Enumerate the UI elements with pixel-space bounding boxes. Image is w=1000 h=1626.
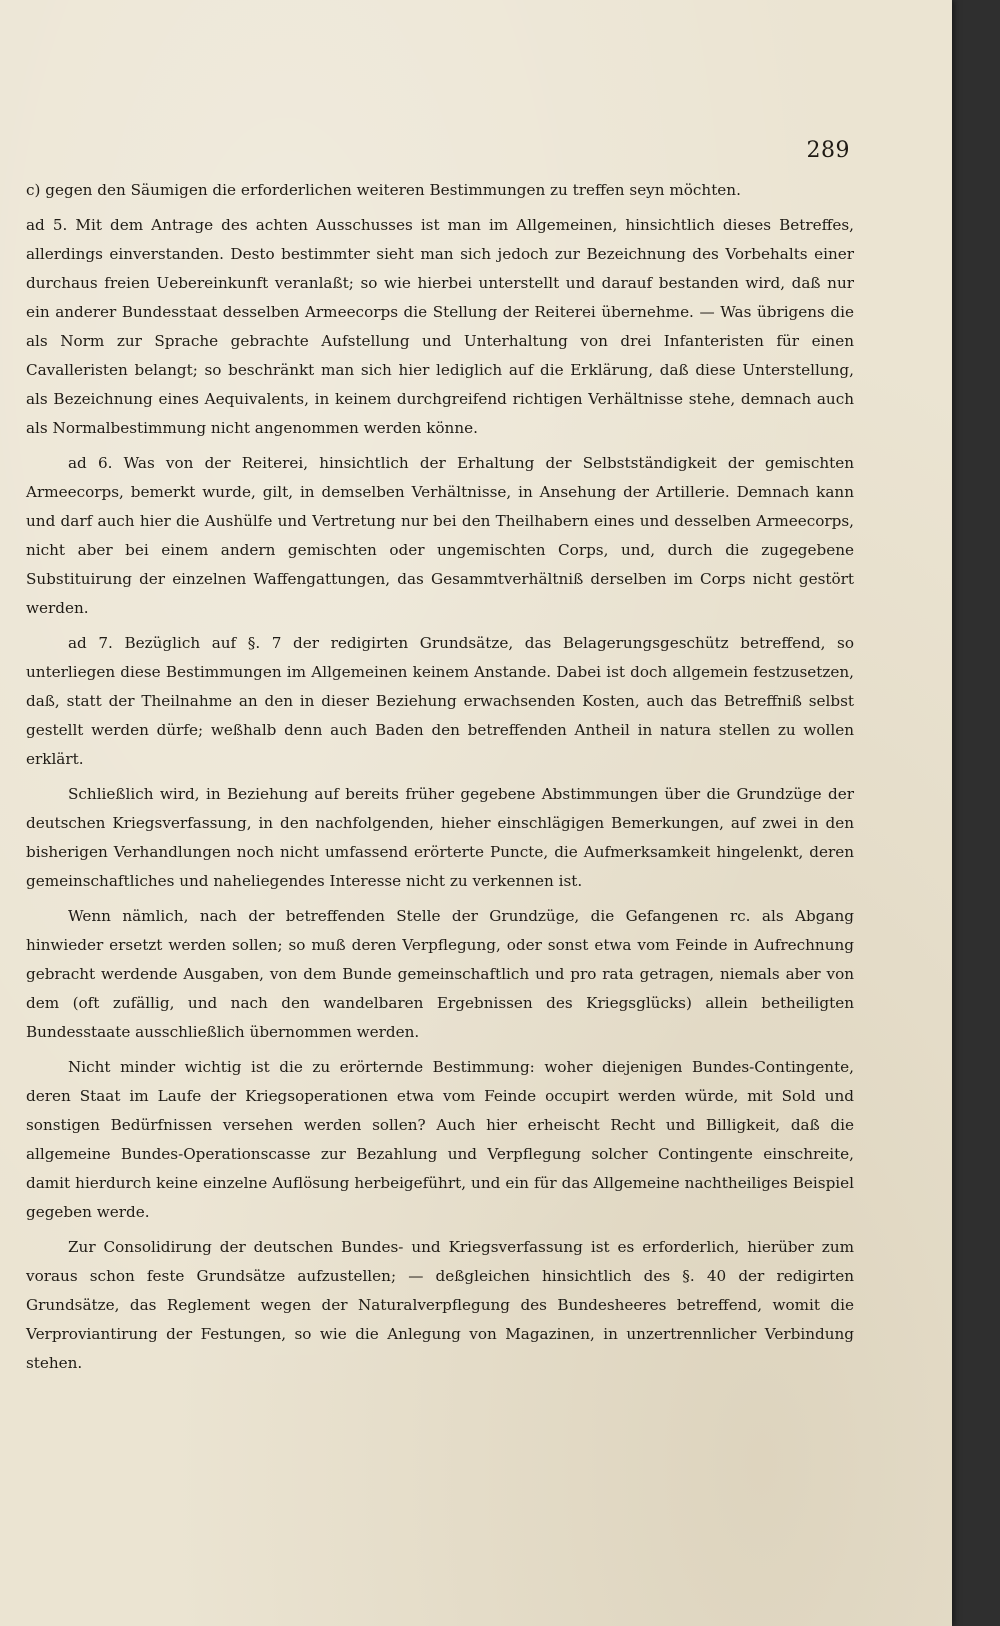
paragraph-conclusion bbox=[26, 780, 854, 896]
paragraph-text: Wenn nämlich, nach der betreffenden Stelle der Grundzüge, die Gefangenen rc. als Abgang hinwieder ersetzt werden sollen; so muß deren Verpflegung, oder sonst etwa vom Feinde in Aufrechnung gebracht werdende Ausgaben, von dem Bunde gemeinschaftlich und pro rata getragen, niemals aber von dem (oft zufällig, und nach den wandelbaren Ergebnissen des Kriegsglücks) allein betheiligten Bundesstaate ausschließlich übernommen werden. bbox=[26, 907, 854, 1041]
paragraph-text: Zur Consolidirung der deutschen Bundes- und Kriegsverfassung ist es erforderlich, hierüber zum voraus schon feste Grundsätze aufzustellen; — deßgleichen hinsichtlich des §. 40 der redigirten Grundsätze, das Reglement wegen der Naturalverpflegung des Bundesheeres betreffend, womit die Verproviantirung der Festungen, so wie die Anlegung von Magazinen, in unzertrennlicher Verbindung stehen. bbox=[26, 1238, 854, 1372]
paragraph-ad-5 bbox=[26, 211, 854, 443]
paragraph-prisoners bbox=[26, 902, 854, 1047]
paragraph-lead: ad 7. bbox=[68, 634, 113, 652]
paragraph-ad-6 bbox=[26, 449, 854, 623]
paragraph-consolidation bbox=[26, 1233, 854, 1378]
paragraph-text: Was von der Reiterei, hinsichtlich der Erhaltung der Selbstständigkeit der gemischten Armeecorps, bemerkt wurde, gilt, in demselben Verhältnisse, in Ansehung der Artillerie. Demnach kann und darf auch hier die Aushülfe und Vertretung nur bei den Theilhabern eines und desselben Armeecorps, nicht aber bei einem andern gemischten oder ungemischten Corps, und, durch die zugegebene Substituirung der einzelnen Waffengattungen, das Gesammtverhältniß derselben im Corps nicht gestört werden. bbox=[26, 454, 854, 617]
paragraph-text: Schließlich wird, in Beziehung auf bereits früher gegebene Abstimmungen über die Grundzüge der deutschen Kriegsverfassung, in den nachfolgenden, hieher einschlägigen Bemerkungen, auf zwei in den bisherigen Verhandlungen noch nicht umfassend erörterte Puncte, die Aufmerksamkeit hingelenkt, deren gemeinschaftliches und naheliegendes Interesse nicht zu verkennen ist. bbox=[26, 785, 854, 890]
page-number: 289 bbox=[806, 138, 850, 163]
paragraph-c bbox=[26, 176, 854, 205]
paragraph-lead: c) bbox=[26, 181, 41, 199]
paragraph-text: Nicht minder wichtig ist die zu erörternde Bestimmung: woher diejenigen Bundes-Contingente, deren Staat im Laufe der Kriegsoperationen etwa vom Feinde occupirt werden würde, mit Sold und sonstigen Bedürfnissen versehen werden sollen? Auch hier erheischt Recht und Billigkeit, daß die allgemeine Bundes-Operationscasse zur Bezahlung und Verpflegung solcher Contingente einschreite, damit hierdurch keine einzelne Auflösung herbeigeführt, und ein für das Allgemeine nachtheiliges Beispiel gegeben werde. bbox=[26, 1058, 854, 1221]
paragraph-ad-7 bbox=[26, 629, 854, 774]
paragraph-text: gegen den Säumigen die erforderlichen weiteren Bestimmungen zu treffen seyn möchten. bbox=[45, 181, 741, 199]
paragraph-contingents bbox=[26, 1053, 854, 1227]
page-body bbox=[26, 176, 854, 1384]
paragraph-text: Bezüglich auf §. 7 der redigirten Grundsätze, das Belagerungsgeschütz betreffend, so unterliegen diese Bestimmungen im Allgemeinen keinem Anstande. Dabei ist doch allgemein festzusetzen, daß, statt der Theilnahme an den in dieser Beziehung erwachsenden Kosten, auch das Betreffniß selbst gestellt werden dürfe; weßhalb denn auch Baden den betreffenden Antheil in natura stellen zu wollen erklärt. bbox=[26, 634, 854, 768]
paragraph-lead: ad 6. bbox=[68, 454, 113, 472]
paragraph-text: Mit dem Antrage des achten Ausschusses ist man im Allgemeinen, hinsichtlich dieses Betreffes, allerdings einverstanden. Desto bestimmter sieht man sich jedoch zur Bezeichnung des Vorbehalts einer durchaus freien Uebereinkunft veranlaßt; so wie hierbei unterstellt und darauf bestanden wird, daß nur ein anderer Bundesstaat desselben Armeecorps die Stellung der Reiterei übernehme. — Was übrigens die als Norm zur Sprache gebrachte Aufstellung und Unterhaltung von drei Infanteristen für einen Cavalleristen belangt; so beschränkt man sich hier lediglich auf die Erklärung, daß diese Unterstellung, als Bezeichnung eines Aequivalents, in keinem durchgreifend richtigen Verhältnisse stehe, demnach auch als Normalbestimmung nicht angenommen werden könne. bbox=[26, 216, 855, 437]
paragraph-lead: ad 5. bbox=[26, 216, 68, 234]
